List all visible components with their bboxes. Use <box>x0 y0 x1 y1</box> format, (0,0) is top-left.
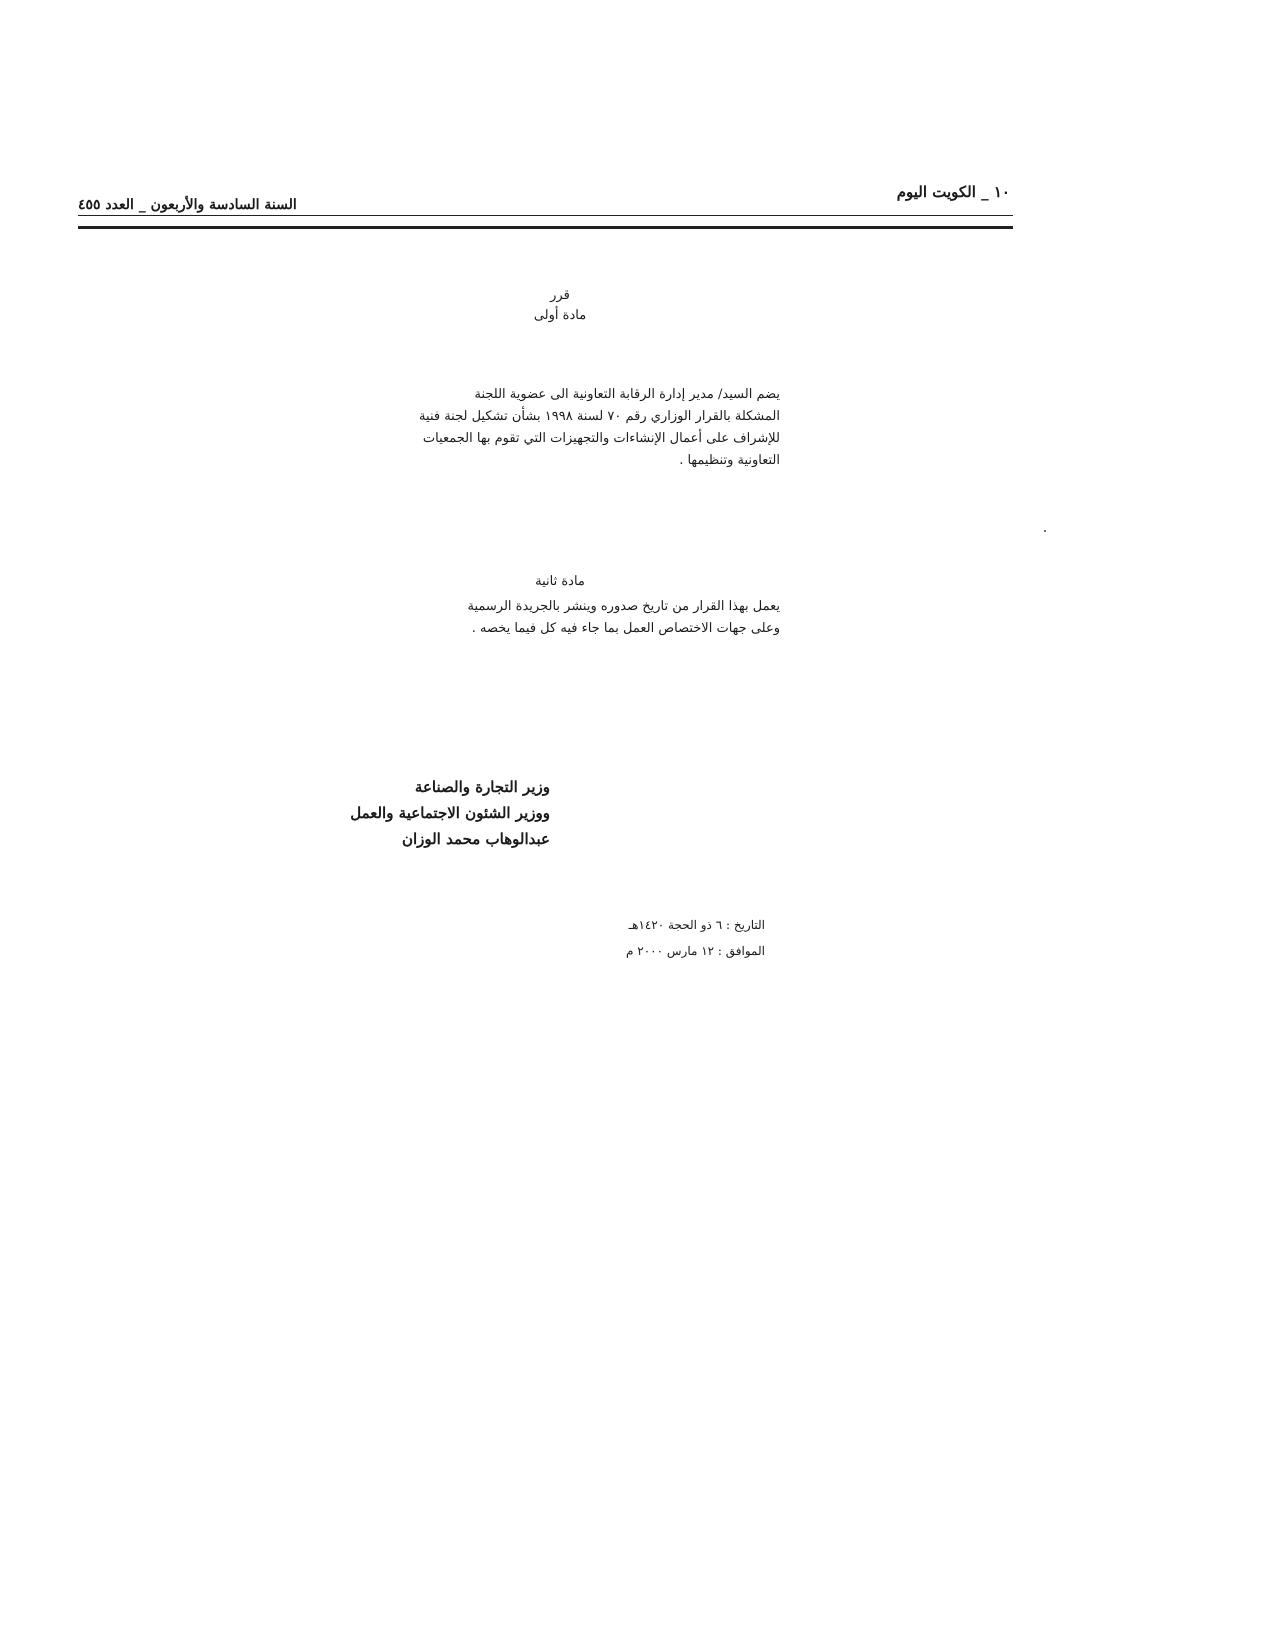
article-1-title: مادة أولى <box>533 308 587 323</box>
hijri-date: التاريخ : ٦ ذو الحجة ١٤٢٠هـ <box>628 918 765 932</box>
article-2-line: وعلى جهات الاختصاص العمل بما جاء فيه كل فيما يخصه . <box>471 621 780 636</box>
decides-heading: قرر <box>550 288 570 303</box>
header-rule-thick <box>78 226 1013 229</box>
article-1-line: المشكلة بالقرار الوزاري رقم ٧٠ لسنة ١٩٩٨ بشأن تشكيل لجنة فنية <box>419 409 780 424</box>
page-header-right: ١٠ _ الكويت اليوم <box>896 183 1010 201</box>
date-block <box>560 912 765 964</box>
signature-block <box>300 774 550 852</box>
signature-name: عبدالوهاب محمد الوزان <box>401 830 550 848</box>
article-2-body <box>320 596 780 640</box>
header-rule-thin <box>78 215 1013 216</box>
article-1-body <box>320 384 780 472</box>
article-1-line: للإشراف على أعمال الإنشاءات والتجهيزات التي تقوم بها الجمعيات <box>422 431 780 446</box>
gregorian-date: الموافق : ١٢ مارس ٢٠٠٠ م <box>626 944 765 958</box>
signature-title-1: وزير التجارة والصناعة <box>414 778 550 796</box>
article-1-line: التعاونية وتنظيمها . <box>679 453 780 468</box>
article-1-line: يضم السيد/ مدير إدارة الرقابة التعاونية الى عضوية اللجنة <box>474 387 780 402</box>
article-2-line: يعمل بهذا القرار من تاريخ صدوره وينشر بالجريدة الرسمية <box>467 599 780 614</box>
scan-speck <box>1044 530 1046 532</box>
page-header-left: السنة السادسة والأربعون _ العدد ٤٥٥ <box>78 197 297 213</box>
article-2-title: مادة ثانية <box>535 574 585 589</box>
signature-title-2: ووزير الشئون الاجتماعية والعمل <box>350 804 550 822</box>
